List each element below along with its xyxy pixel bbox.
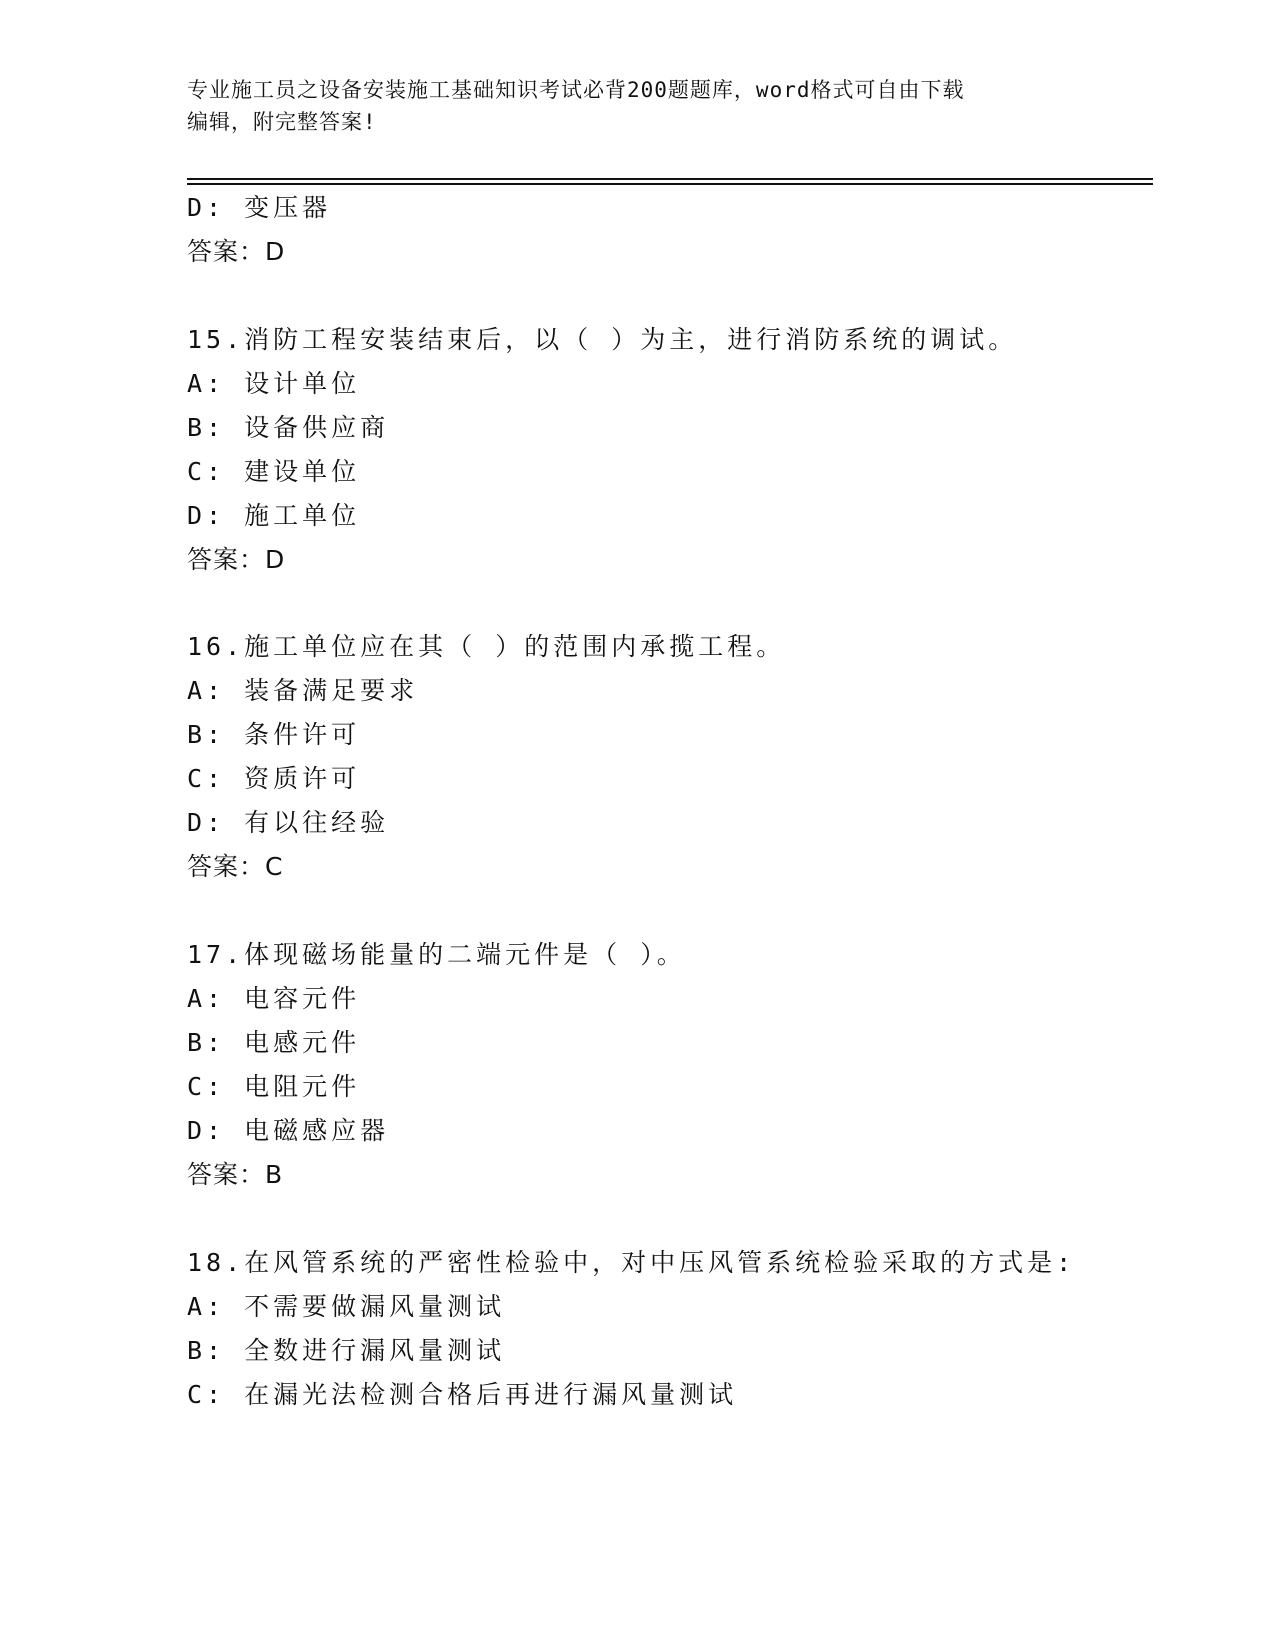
prev-question-answer: 答案：D [187, 237, 286, 266]
question-16-stem: 16.施工单位应在其（ ）的范围内承揽工程。 [187, 632, 786, 661]
question-18-option-a: A: 不需要做漏风量测试 [187, 1292, 506, 1321]
prev-question-option-d: D: 变压器 [187, 193, 332, 222]
question-15-option-a: A: 设计单位 [187, 369, 361, 398]
question-17-answer: 答案：B [187, 1160, 284, 1189]
question-17-option-c: C: 电阻元件 [187, 1072, 361, 1101]
header-divider-top [187, 178, 1153, 180]
question-15-option-d: D: 施工单位 [187, 501, 361, 530]
question-16-option-a: A: 装备满足要求 [187, 676, 419, 705]
question-17-stem: 17.体现磁场能量的二端元件是（ ）。 [187, 940, 686, 969]
question-17-option-b: B: 电感元件 [187, 1028, 361, 1057]
header-title-line-1: 专业施工员之设备安装施工基础知识考试必背200题题库，word格式可自由下载 [187, 78, 965, 102]
question-18-stem: 18.在风管系统的严密性检验中，对中压风管系统检验采取的方式是: [187, 1248, 1076, 1277]
question-16-option-c: C: 资质许可 [187, 764, 361, 793]
question-15-option-c: C: 建设单位 [187, 457, 361, 486]
question-15-option-b: B: 设备供应商 [187, 413, 390, 442]
question-16-option-b: B: 条件许可 [187, 720, 361, 749]
question-18-option-c: C: 在漏光法检测合格后再进行漏风量测试 [187, 1380, 738, 1409]
header-title-line-2: 编辑，附完整答案! [187, 110, 377, 134]
question-17-option-d: D: 电磁感应器 [187, 1116, 390, 1145]
question-15-stem: 15.消防工程安装结束后，以（ ）为主，进行消防系统的调试。 [187, 325, 1018, 354]
document-header [187, 74, 1087, 138]
header-divider-bottom [187, 183, 1153, 185]
question-18-option-b: B: 全数进行漏风量测试 [187, 1336, 506, 1365]
question-15-answer: 答案：D [187, 545, 286, 574]
question-16-answer: 答案：C [187, 852, 284, 881]
question-17-option-a: A: 电容元件 [187, 984, 361, 1013]
question-16-option-d: D: 有以往经验 [187, 808, 390, 837]
